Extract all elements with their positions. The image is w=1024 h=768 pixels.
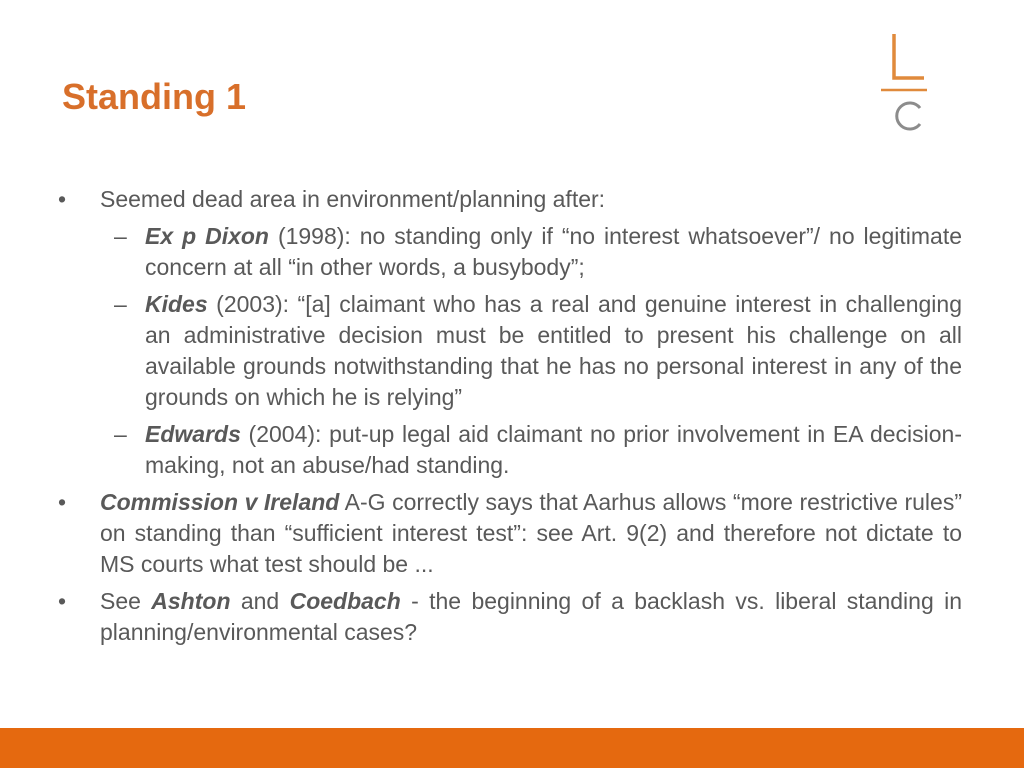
- subbullet-kides: [56, 289, 962, 413]
- case-name: Kides: [145, 291, 208, 317]
- dash-marker: –: [114, 223, 127, 249]
- bullet-prefix: See: [100, 588, 152, 614]
- bullet-text: - the beginning of a backlash vs. liberal standing in planning/environmental cases?: [100, 588, 963, 645]
- bullet-dead-area: [56, 184, 962, 215]
- case-name-ashton: Ashton: [151, 588, 231, 614]
- dash-marker: –: [114, 291, 127, 317]
- slide-content: [56, 184, 962, 654]
- footer-bar: [0, 728, 1024, 768]
- subbullet-edwards: [56, 419, 962, 481]
- case-name-coedbach: Coedbach: [289, 588, 401, 614]
- bullet-ashton-coedbach: [56, 586, 962, 648]
- subbullet-text: (1998): no standing only if “no interest whatsoever”/ no legitimate concern at all “in other words, a busybody”;: [145, 223, 962, 280]
- subbullet-text: (2004): put-up legal aid claimant no prior involvement in EA decision-making, not an abuse/had standing.: [145, 421, 962, 478]
- bullet-commission-v-ireland: [56, 487, 962, 580]
- bullet-text: A-G correctly says that Aarhus allows “more restrictive rules” on standing than “sufficient interest test”: see Art. 9(2) and therefore not dictate to MS courts what test should be ...: [100, 489, 962, 577]
- subbullet-text: (2003): “[a] claimant who has a real and genuine interest in challenging an administrative decision must be entitled to present his challenge on all available grounds notwithstanding that he has no personal interest in any of the grounds on which he is relying”: [145, 291, 962, 410]
- slide-title: Standing 1: [62, 76, 247, 117]
- dash-marker: –: [114, 421, 127, 447]
- case-name: Commission v Ireland: [100, 489, 340, 515]
- bullet-marker: •: [58, 489, 67, 515]
- bullet-middle: and: [230, 588, 290, 614]
- case-name: Ex p Dixon: [145, 223, 269, 249]
- case-name: Edwards: [145, 421, 241, 447]
- lc-logo: [880, 30, 928, 132]
- bullet-text: Seemed dead area in environment/planning after:: [100, 186, 606, 212]
- subbullet-ex-p-dixon: [56, 221, 962, 283]
- bullet-marker: •: [58, 186, 67, 212]
- bullet-marker: •: [58, 588, 67, 614]
